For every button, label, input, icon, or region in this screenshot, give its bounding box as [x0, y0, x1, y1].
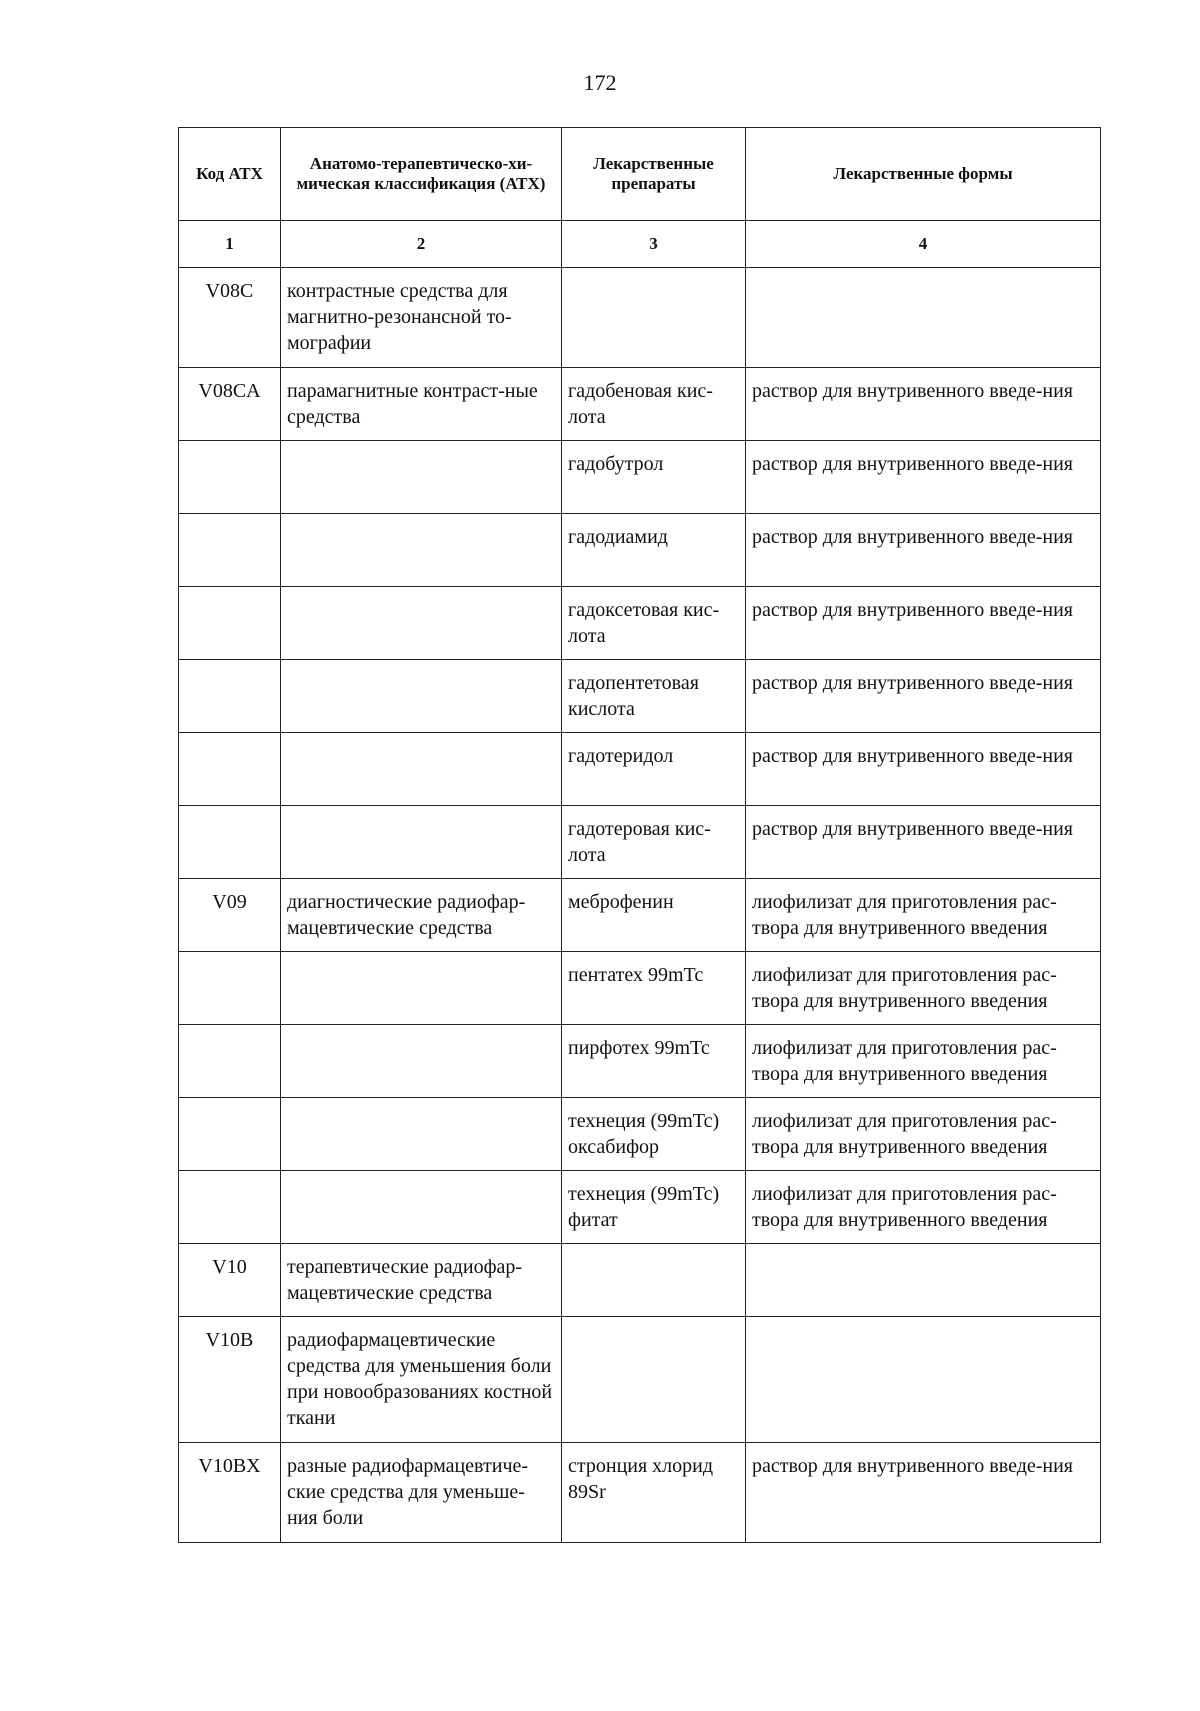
- dosage-form: лиофилизат для приготовления рас-твора для внутривенного введения: [746, 879, 1101, 952]
- dosage-form: [746, 268, 1101, 368]
- atx-classification: контрастные средства для магнитно-резонансной то-мографии: [281, 268, 562, 368]
- dosage-form: раствор для внутривенного введе-ния: [746, 441, 1101, 514]
- atx-classification: диагностические радиофар-мацевтические средства: [281, 879, 562, 952]
- dosage-form: раствор для внутривенного введе-ния: [746, 806, 1101, 879]
- dosage-form: раствор для внутривенного введе-ния: [746, 368, 1101, 441]
- table-row: [179, 1098, 1101, 1171]
- atx-code: V08C: [179, 268, 281, 368]
- atx-classification: [281, 806, 562, 879]
- atx-classification: радиофармацевтические средства для уменьшения боли при новообразованиях костной ткани: [281, 1317, 562, 1443]
- table-row: [179, 1443, 1101, 1543]
- table-row: [179, 733, 1101, 806]
- atx-code: V09: [179, 879, 281, 952]
- page-number: 172: [583, 70, 617, 95]
- dosage-form: лиофилизат для приготовления рас-твора для внутривенного введения: [746, 1171, 1101, 1244]
- table-row: [179, 1317, 1101, 1443]
- atx-classification: разные радиофармацевтиче-ские средства для уменьше-ния боли: [281, 1443, 562, 1543]
- atx-classification: [281, 587, 562, 660]
- table-row: [179, 587, 1101, 660]
- table-row: [179, 952, 1101, 1025]
- drug-name: технеция (99mTc) фитат: [562, 1171, 746, 1244]
- drug-name: гадопентетовая кислота: [562, 660, 746, 733]
- atx-code: [179, 1098, 281, 1171]
- dosage-form: раствор для внутривенного введе-ния: [746, 660, 1101, 733]
- dosage-form: лиофилизат для приготовления рас-твора для внутривенного введения: [746, 1098, 1101, 1171]
- header-row: [179, 128, 1101, 221]
- drug-name: пирфотех 99mTc: [562, 1025, 746, 1098]
- drug-name: гадобутрол: [562, 441, 746, 514]
- dosage-form: раствор для внутривенного введе-ния: [746, 733, 1101, 806]
- atx-code: V08CA: [179, 368, 281, 441]
- table-row: [179, 660, 1101, 733]
- atx-code: V10: [179, 1244, 281, 1317]
- atx-code: V10B: [179, 1317, 281, 1443]
- header-code: Код АТХ: [179, 128, 281, 221]
- atx-classification: [281, 952, 562, 1025]
- header-forms: Лекарственные формы: [746, 128, 1101, 221]
- atx-classification: [281, 1098, 562, 1171]
- column-number: 3: [562, 221, 746, 268]
- dosage-form: [746, 1317, 1101, 1443]
- atx-classification: терапевтические радиофар-мацевтические средства: [281, 1244, 562, 1317]
- drug-name: стронция хлорид 89Sr: [562, 1443, 746, 1543]
- atx-classification: [281, 1025, 562, 1098]
- atx-classification: [281, 733, 562, 806]
- table-row: [179, 879, 1101, 952]
- header-drugs: Лекарственные препараты: [562, 128, 746, 221]
- drug-name: гадотеридол: [562, 733, 746, 806]
- dosage-form: раствор для внутривенного введе-ния: [746, 1443, 1101, 1543]
- column-number: 1: [179, 221, 281, 268]
- dosage-form: лиофилизат для приготовления рас-твора для внутривенного введения: [746, 1025, 1101, 1098]
- dosage-form: лиофилизат для приготовления рас-твора для внутривенного введения: [746, 952, 1101, 1025]
- table-row: [179, 368, 1101, 441]
- atx-table: [178, 127, 1101, 1543]
- drug-name: гадобеновая кис-лота: [562, 368, 746, 441]
- dosage-form: раствор для внутривенного введе-ния: [746, 587, 1101, 660]
- atx-code: [179, 952, 281, 1025]
- drug-name: гадотеровая кис-лота: [562, 806, 746, 879]
- atx-code: [179, 733, 281, 806]
- drug-name: гадодиамид: [562, 514, 746, 587]
- atx-code: V10BX: [179, 1443, 281, 1543]
- atx-code: [179, 587, 281, 660]
- drug-name: гадоксетовая кис-лота: [562, 587, 746, 660]
- atx-code: [179, 806, 281, 879]
- table-row: [179, 1025, 1101, 1098]
- column-number-row: [179, 221, 1101, 268]
- dosage-form: [746, 1244, 1101, 1317]
- drug-name: пентатех 99mTc: [562, 952, 746, 1025]
- table-row: [179, 268, 1101, 368]
- column-number: 2: [281, 221, 562, 268]
- drug-name: технеция (99mTc) оксабифор: [562, 1098, 746, 1171]
- dosage-form: раствор для внутривенного введе-ния: [746, 514, 1101, 587]
- table-row: [179, 806, 1101, 879]
- table-row: [179, 441, 1101, 514]
- table-row: [179, 1171, 1101, 1244]
- atx-code: [179, 1171, 281, 1244]
- atx-code: [179, 441, 281, 514]
- drug-name: [562, 268, 746, 368]
- atx-classification: [281, 1171, 562, 1244]
- atx-code: [179, 514, 281, 587]
- table-row: [179, 514, 1101, 587]
- drug-name: меброфенин: [562, 879, 746, 952]
- atx-code: [179, 1025, 281, 1098]
- atx-classification: парамагнитные контраст-ные средства: [281, 368, 562, 441]
- atx-code: [179, 660, 281, 733]
- atx-classification: [281, 660, 562, 733]
- drug-name: [562, 1317, 746, 1443]
- column-number: 4: [746, 221, 1101, 268]
- header-classification: Анатомо-терапевтическо-хи-мическая классификация (АТХ): [281, 128, 562, 221]
- table-row: [179, 1244, 1101, 1317]
- atx-classification: [281, 441, 562, 514]
- drug-name: [562, 1244, 746, 1317]
- atx-classification: [281, 514, 562, 587]
